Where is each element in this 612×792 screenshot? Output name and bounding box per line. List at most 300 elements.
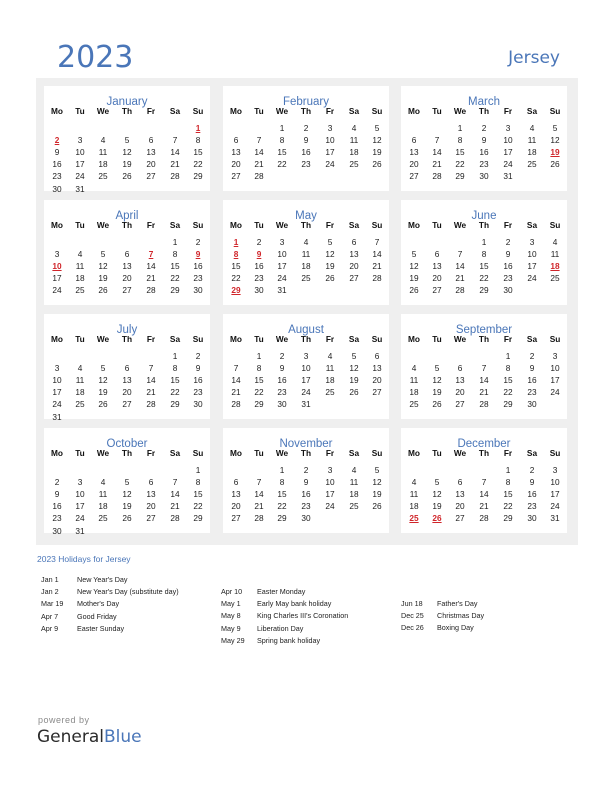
day-cell: 20 bbox=[122, 273, 132, 284]
weekday-label: Su bbox=[371, 106, 383, 116]
month-title: December bbox=[457, 438, 511, 450]
day-cell: 9 bbox=[529, 363, 535, 374]
day-cell: 20 bbox=[455, 387, 465, 398]
weekday-label: Su bbox=[371, 334, 383, 344]
day-cell: 6 bbox=[434, 249, 440, 260]
weekday-label: Sa bbox=[526, 106, 538, 116]
weekday-label: Tu bbox=[432, 220, 442, 230]
day-cell: 27 bbox=[122, 285, 132, 296]
day-cell: 10 bbox=[550, 477, 560, 488]
holiday-date: Mar 19 bbox=[41, 599, 64, 609]
day-cell: 12 bbox=[122, 489, 132, 500]
day-cell: 13 bbox=[455, 375, 465, 386]
day-cell: 15 bbox=[193, 147, 203, 158]
day-cell: 12 bbox=[432, 375, 442, 386]
weekday-label: Sa bbox=[348, 106, 360, 116]
day-cell: 6 bbox=[411, 135, 417, 146]
day-cell: 15 bbox=[479, 261, 489, 272]
day-cell: 22 bbox=[503, 387, 513, 398]
day-cell: 18 bbox=[98, 159, 108, 170]
day-cell: 2 bbox=[279, 351, 285, 361]
day-cell: 14 bbox=[231, 375, 241, 386]
day-cell: 21 bbox=[146, 387, 156, 398]
month-october bbox=[44, 428, 210, 536]
weekday-label: Sa bbox=[348, 220, 360, 230]
month-title: November bbox=[279, 438, 333, 450]
day-cell: 29 bbox=[277, 513, 287, 524]
day-cell: 10 bbox=[325, 477, 335, 488]
day-cell: 8 bbox=[195, 477, 201, 488]
day-cell: 12 bbox=[122, 147, 132, 158]
day-cell: 22 bbox=[254, 387, 264, 398]
day-cell: 22 bbox=[503, 501, 513, 512]
day-cell: 7 bbox=[481, 363, 487, 374]
holiday-day-cell: 26 bbox=[432, 513, 442, 524]
day-cell: 28 bbox=[254, 513, 264, 524]
weekday-label: Su bbox=[549, 220, 561, 230]
day-cell: 6 bbox=[148, 135, 154, 146]
day-cell: 16 bbox=[301, 147, 311, 158]
weekday-label: We bbox=[96, 448, 110, 458]
weekday-label: Su bbox=[192, 448, 204, 458]
day-cell: 27 bbox=[455, 513, 465, 524]
weekday-label: We bbox=[275, 106, 289, 116]
day-cell: 9 bbox=[529, 477, 535, 488]
holiday-name: Easter Sunday bbox=[77, 623, 125, 633]
day-cell: 15 bbox=[170, 261, 180, 272]
weekday-label: Sa bbox=[169, 448, 181, 458]
weekday-label: Mo bbox=[230, 220, 242, 230]
holiday-date: May 9 bbox=[221, 623, 241, 633]
day-cell: 31 bbox=[503, 171, 513, 182]
day-cell: 27 bbox=[372, 387, 382, 398]
day-cell: 8 bbox=[279, 477, 285, 488]
day-cell: 21 bbox=[372, 261, 382, 272]
day-cell: 2 bbox=[529, 351, 535, 361]
weekday-label: Fr bbox=[325, 220, 335, 230]
day-cell: 31 bbox=[550, 513, 560, 524]
weekday-label: Sa bbox=[348, 448, 360, 458]
day-cell: 8 bbox=[279, 135, 285, 146]
day-cell: 20 bbox=[455, 501, 465, 512]
weekday-label: We bbox=[96, 220, 110, 230]
day-cell: 26 bbox=[409, 285, 419, 296]
holiday-name: Mother's Day bbox=[77, 599, 120, 609]
weekday-label: Th bbox=[121, 448, 133, 458]
holiday-date: Jun 18 bbox=[401, 599, 423, 608]
day-cell: 6 bbox=[148, 477, 154, 488]
day-cell: 26 bbox=[98, 285, 108, 296]
day-cell: 9 bbox=[505, 249, 511, 260]
day-cell: 18 bbox=[325, 375, 335, 386]
month-february bbox=[223, 86, 389, 191]
country-title: Jersey bbox=[508, 48, 560, 68]
day-cell: 1 bbox=[172, 351, 178, 361]
day-cell: 19 bbox=[409, 273, 419, 284]
day-cell: 16 bbox=[254, 261, 264, 272]
weekday-label: Su bbox=[549, 448, 561, 458]
weekday-label: Mo bbox=[230, 448, 242, 458]
weekday-label: Mo bbox=[51, 448, 63, 458]
day-cell: 18 bbox=[98, 501, 108, 512]
day-cell: 8 bbox=[172, 363, 178, 374]
day-cell: 20 bbox=[231, 501, 241, 512]
day-cell: 21 bbox=[170, 159, 180, 170]
month-december bbox=[401, 428, 567, 533]
holiday-date: Dec 26 bbox=[401, 623, 424, 633]
day-cell: 4 bbox=[351, 465, 357, 475]
day-cell: 18 bbox=[75, 387, 85, 398]
weekday-label: Fr bbox=[503, 106, 513, 116]
day-cell: 11 bbox=[349, 477, 359, 488]
weekday-label: Th bbox=[478, 106, 490, 116]
day-cell: 17 bbox=[550, 489, 560, 500]
weekday-label: Th bbox=[300, 106, 312, 116]
day-cell: 14 bbox=[254, 147, 264, 158]
day-cell: 15 bbox=[277, 489, 287, 500]
day-cell: 27 bbox=[455, 399, 465, 410]
day-cell: 14 bbox=[146, 375, 156, 386]
day-cell: 22 bbox=[193, 159, 203, 170]
powered-by-label: powered by bbox=[38, 715, 90, 725]
day-cell: 14 bbox=[170, 489, 180, 500]
day-cell: 19 bbox=[372, 147, 382, 158]
day-cell: 17 bbox=[277, 261, 287, 272]
day-cell: 2 bbox=[195, 351, 201, 361]
day-cell: 15 bbox=[170, 375, 180, 386]
weekday-label: Mo bbox=[408, 106, 420, 116]
weekday-label: Sa bbox=[526, 220, 538, 230]
day-cell: 19 bbox=[122, 159, 132, 170]
day-cell: 12 bbox=[325, 249, 335, 260]
weekday-label: Th bbox=[121, 106, 133, 116]
day-cell: 29 bbox=[479, 285, 489, 296]
month-november bbox=[223, 428, 389, 533]
day-cell: 28 bbox=[146, 285, 156, 296]
month-april bbox=[44, 200, 210, 305]
day-cell: 27 bbox=[122, 399, 132, 410]
month-title: April bbox=[115, 210, 139, 222]
day-cell: 14 bbox=[254, 489, 264, 500]
day-cell: 23 bbox=[301, 501, 311, 512]
day-cell: 9 bbox=[303, 477, 309, 488]
weekday-label: Su bbox=[371, 448, 383, 458]
day-cell: 11 bbox=[409, 489, 419, 500]
day-cell: 9 bbox=[279, 363, 285, 374]
day-cell: 9 bbox=[54, 489, 60, 500]
month-september bbox=[401, 314, 567, 419]
day-cell: 30 bbox=[527, 399, 537, 410]
day-cell: 29 bbox=[455, 171, 465, 182]
holiday-day-cell: 18 bbox=[550, 261, 560, 272]
day-cell: 24 bbox=[503, 159, 513, 170]
day-cell: 16 bbox=[277, 375, 287, 386]
day-cell: 6 bbox=[124, 249, 130, 260]
weekday-label: Mo bbox=[230, 334, 242, 344]
holiday-date: May 8 bbox=[221, 611, 241, 621]
holiday-date: May 29 bbox=[221, 635, 245, 645]
day-cell: 31 bbox=[75, 525, 85, 536]
holiday-day-cell: 9 bbox=[195, 249, 201, 260]
day-cell: 1 bbox=[279, 123, 285, 133]
day-cell: 21 bbox=[479, 387, 489, 398]
day-cell: 5 bbox=[124, 477, 130, 488]
day-cell: 7 bbox=[457, 249, 463, 260]
day-cell: 27 bbox=[231, 513, 241, 524]
day-cell: 23 bbox=[527, 501, 537, 512]
day-cell: 25 bbox=[98, 171, 108, 182]
weekday-label: Th bbox=[478, 448, 490, 458]
day-cell: 6 bbox=[351, 237, 357, 247]
day-cell: 5 bbox=[434, 477, 440, 488]
weekday-label: Sa bbox=[169, 220, 181, 230]
weekday-label: Su bbox=[549, 106, 561, 116]
day-cell: 18 bbox=[75, 273, 85, 284]
holiday-date: Jan 1 bbox=[41, 575, 59, 584]
day-cell: 31 bbox=[75, 183, 85, 194]
weekday-label: Tu bbox=[75, 334, 85, 344]
day-cell: 8 bbox=[172, 249, 178, 260]
holiday-day-cell: 9 bbox=[256, 249, 262, 260]
day-cell: 11 bbox=[301, 249, 311, 260]
day-cell: 10 bbox=[301, 363, 311, 374]
day-cell: 10 bbox=[75, 489, 85, 500]
day-cell: 26 bbox=[122, 171, 132, 182]
day-cell: 27 bbox=[146, 171, 156, 182]
holiday-date: Apr 7 bbox=[41, 611, 59, 621]
day-cell: 5 bbox=[100, 249, 106, 260]
weekday-label: Th bbox=[300, 334, 312, 344]
weekday-label: Fr bbox=[325, 106, 335, 116]
day-cell: 13 bbox=[146, 147, 156, 158]
day-cell: 31 bbox=[277, 285, 287, 296]
day-cell: 23 bbox=[301, 159, 311, 170]
day-cell: 14 bbox=[455, 261, 465, 272]
day-cell: 13 bbox=[372, 363, 382, 374]
day-cell: 28 bbox=[372, 273, 382, 284]
weekday-label: Tu bbox=[254, 448, 264, 458]
day-cell: 6 bbox=[457, 477, 463, 488]
day-cell: 19 bbox=[372, 489, 382, 500]
holiday-date: May 1 bbox=[221, 599, 241, 609]
day-cell: 2 bbox=[481, 123, 487, 133]
day-cell: 27 bbox=[409, 171, 419, 182]
day-cell: 25 bbox=[325, 387, 335, 398]
day-cell: 30 bbox=[193, 399, 203, 410]
day-cell: 5 bbox=[552, 123, 558, 133]
day-cell: 15 bbox=[455, 147, 465, 158]
day-cell: 4 bbox=[411, 363, 417, 374]
day-cell: 24 bbox=[75, 513, 85, 524]
day-cell: 15 bbox=[503, 375, 513, 386]
day-cell: 25 bbox=[75, 285, 85, 296]
day-cell: 19 bbox=[98, 387, 108, 398]
day-cell: 3 bbox=[77, 135, 83, 146]
weekday-label: Mo bbox=[408, 220, 420, 230]
day-cell: 12 bbox=[409, 261, 419, 272]
day-cell: 28 bbox=[170, 513, 180, 524]
day-cell: 3 bbox=[303, 351, 309, 361]
day-cell: 31 bbox=[52, 411, 62, 422]
day-cell: 5 bbox=[374, 465, 380, 475]
day-cell: 28 bbox=[254, 171, 264, 182]
day-cell: 3 bbox=[77, 477, 83, 488]
day-cell: 2 bbox=[505, 237, 511, 247]
day-cell: 20 bbox=[349, 261, 359, 272]
holiday-day-cell: 1 bbox=[233, 237, 239, 247]
day-cell: 18 bbox=[349, 147, 359, 158]
day-cell: 1 bbox=[279, 465, 285, 475]
brand-general: General bbox=[37, 727, 104, 747]
day-cell: 21 bbox=[170, 501, 180, 512]
day-cell: 28 bbox=[455, 285, 465, 296]
day-cell: 15 bbox=[254, 375, 264, 386]
day-cell: 3 bbox=[327, 123, 333, 133]
day-cell: 12 bbox=[432, 489, 442, 500]
day-cell: 3 bbox=[552, 465, 558, 475]
weekday-label: Fr bbox=[325, 448, 335, 458]
day-cell: 21 bbox=[231, 387, 241, 398]
weekday-label: Mo bbox=[51, 334, 63, 344]
day-cell: 20 bbox=[432, 273, 442, 284]
year-title: 2023 bbox=[57, 40, 134, 75]
day-cell: 11 bbox=[409, 375, 419, 386]
day-cell: 9 bbox=[195, 363, 201, 374]
day-cell: 16 bbox=[193, 261, 203, 272]
day-cell: 10 bbox=[550, 363, 560, 374]
day-cell: 18 bbox=[301, 261, 311, 272]
day-cell: 13 bbox=[146, 489, 156, 500]
day-cell: 11 bbox=[98, 147, 108, 158]
holiday-name: New Year's Day bbox=[77, 575, 128, 584]
weekday-label: Sa bbox=[348, 334, 360, 344]
day-cell: 15 bbox=[277, 147, 287, 158]
day-cell: 17 bbox=[52, 273, 62, 284]
day-cell: 3 bbox=[327, 465, 333, 475]
day-cell: 10 bbox=[75, 147, 85, 158]
day-cell: 19 bbox=[349, 375, 359, 386]
weekday-label: We bbox=[275, 334, 289, 344]
day-cell: 11 bbox=[349, 135, 359, 146]
day-cell: 5 bbox=[434, 363, 440, 374]
day-cell: 24 bbox=[527, 273, 537, 284]
holidays-title: 2023 Holidays for Jersey bbox=[37, 554, 131, 564]
holiday-date: Apr 9 bbox=[41, 623, 59, 633]
day-cell: 16 bbox=[301, 489, 311, 500]
holiday-name: King Charles III's Coronation bbox=[257, 611, 349, 621]
day-cell: 4 bbox=[77, 363, 83, 374]
day-cell: 26 bbox=[325, 273, 335, 284]
day-cell: 30 bbox=[503, 285, 513, 296]
day-cell: 26 bbox=[432, 399, 442, 410]
day-cell: 30 bbox=[277, 399, 287, 410]
day-cell: 24 bbox=[325, 159, 335, 170]
day-cell: 30 bbox=[52, 183, 62, 194]
weekday-label: Th bbox=[300, 220, 312, 230]
weekday-label: Su bbox=[549, 334, 561, 344]
weekday-label: Su bbox=[192, 334, 204, 344]
day-cell: 12 bbox=[98, 375, 108, 386]
day-cell: 23 bbox=[527, 387, 537, 398]
day-cell: 28 bbox=[479, 513, 489, 524]
day-cell: 3 bbox=[552, 351, 558, 361]
holiday-day-cell: 10 bbox=[52, 261, 62, 272]
day-cell: 27 bbox=[432, 285, 442, 296]
weekday-label: Tu bbox=[75, 448, 85, 458]
day-cell: 8 bbox=[481, 249, 487, 260]
day-cell: 29 bbox=[254, 399, 264, 410]
holiday-name: Easter Monday bbox=[257, 587, 306, 596]
weekday-label: We bbox=[275, 448, 289, 458]
day-cell: 16 bbox=[193, 375, 203, 386]
day-cell: 5 bbox=[327, 237, 333, 247]
day-cell: 13 bbox=[122, 261, 132, 272]
month-january bbox=[44, 86, 210, 194]
weekday-label: We bbox=[453, 106, 467, 116]
month-july bbox=[44, 314, 210, 422]
weekday-label: Su bbox=[192, 220, 204, 230]
day-cell: 28 bbox=[479, 399, 489, 410]
month-title: May bbox=[295, 210, 317, 222]
month-title: January bbox=[106, 96, 148, 108]
day-cell: 12 bbox=[349, 363, 359, 374]
month-title: July bbox=[116, 324, 138, 336]
day-cell: 21 bbox=[254, 159, 264, 170]
day-cell: 5 bbox=[124, 135, 130, 146]
day-cell: 26 bbox=[550, 159, 560, 170]
day-cell: 8 bbox=[457, 135, 463, 146]
day-cell: 31 bbox=[301, 399, 311, 410]
day-cell: 8 bbox=[505, 363, 511, 374]
day-cell: 4 bbox=[327, 351, 333, 361]
day-cell: 10 bbox=[277, 249, 287, 260]
day-cell: 28 bbox=[231, 399, 241, 410]
day-cell: 24 bbox=[301, 387, 311, 398]
holiday-name: Christmas Day bbox=[437, 611, 485, 621]
day-cell: 16 bbox=[527, 375, 537, 386]
month-title: March bbox=[468, 96, 500, 108]
day-cell: 15 bbox=[503, 489, 513, 500]
month-title: September bbox=[455, 324, 513, 336]
day-cell: 29 bbox=[193, 513, 203, 524]
day-cell: 13 bbox=[231, 489, 241, 500]
day-cell: 22 bbox=[455, 159, 465, 170]
day-cell: 25 bbox=[98, 513, 108, 524]
weekday-label: Fr bbox=[146, 106, 156, 116]
weekday-label: Tu bbox=[254, 220, 264, 230]
day-cell: 22 bbox=[231, 273, 241, 284]
day-cell: 19 bbox=[122, 501, 132, 512]
day-cell: 17 bbox=[75, 159, 85, 170]
day-cell: 28 bbox=[170, 171, 180, 182]
day-cell: 18 bbox=[527, 147, 537, 158]
day-cell: 11 bbox=[75, 375, 85, 386]
day-cell: 30 bbox=[254, 285, 264, 296]
day-cell: 14 bbox=[432, 147, 442, 158]
day-cell: 1 bbox=[172, 237, 178, 247]
day-cell: 14 bbox=[146, 261, 156, 272]
day-cell: 6 bbox=[457, 363, 463, 374]
day-cell: 30 bbox=[527, 513, 537, 524]
holiday-day-cell: 25 bbox=[409, 513, 419, 524]
day-cell: 29 bbox=[503, 399, 513, 410]
day-cell: 29 bbox=[193, 171, 203, 182]
weekday-label: Tu bbox=[432, 448, 442, 458]
day-cell: 2 bbox=[54, 477, 60, 488]
month-march bbox=[401, 86, 567, 191]
weekday-label: Th bbox=[478, 334, 490, 344]
day-cell: 21 bbox=[455, 273, 465, 284]
